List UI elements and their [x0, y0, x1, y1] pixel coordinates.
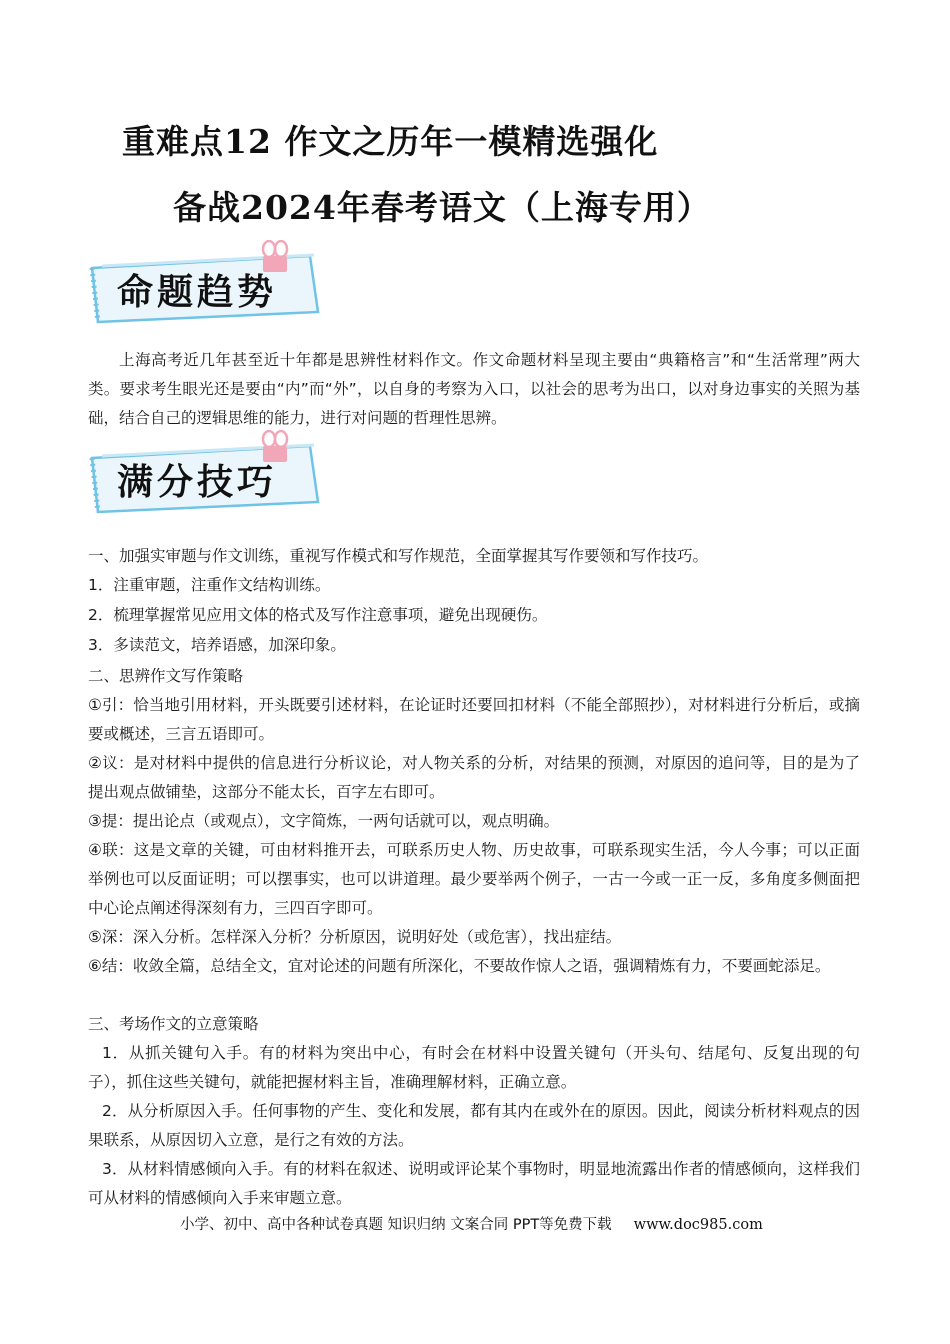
list-item: ①引：恰当地引用材料，开头既要引述材料，在论证时还要回扣材料（不能全部照抄），对材料进行分析后，或摘要或概述，三言五语即可。 [88, 696, 860, 743]
section-3-heading: 三、考场作文的立意策略 [88, 1015, 259, 1033]
section-1-heading: 一、加强实审题与作文训练，重视写作模式和写作规范，全面掌握其写作要领和写作技巧。 [88, 547, 709, 565]
list-item: ④联：这是文章的关键，可由材料推开去，可联系历史人物、历史故事，可联系现实生活，今人今事；可以正面举例也可以反面证明；可以摆事实，也可以讲道理。最少要举两个例子，一古一今或一正一反，多角度多侧面把中心论点阐述得深刻有力，三四百字即可。 [88, 841, 860, 917]
section-banner-skills [84, 436, 324, 516]
section-banner-trend [84, 246, 324, 326]
list-item: 3．多读范文，培养语感，加深印象。 [88, 636, 346, 654]
trend-paragraph: 上海高考近几年甚至近十年都是思辨性材料作文。作文命题材料呈现主要由“典籍格言”和“生活常理”两大类。要求考生眼光还是要由“内”而“外”，以自身的考察为入口，以社会的思考为出口，以对身边事实的关照为基础，结合自己的逻辑思维的能力，进行对问题的哲理性思辨。 [88, 351, 860, 427]
list-item: ③提：提出论点（或观点），文字简炼，一两句话就可以，观点明确。 [88, 812, 560, 830]
footer-text: 小学、初中、高中各种试卷真题 知识归纳 文案合同 PPT等免费下载 [180, 1217, 612, 1233]
list-item: ②议：是对材料中提供的信息进行分析议论，对人物关系的分析，对结果的预测，对原因的追问等，目的是为了提出观点做铺垫，这部分不能太长，百字左右即可。 [88, 754, 860, 801]
list-item: ⑤深：深入分析。怎样深入分析？分析原因，说明好处（或危害），找出症结。 [88, 928, 622, 946]
page-subtitle: 备战2024年春考语文（上海专用） [173, 188, 711, 227]
list-item: 1．从抓关键句入手。有的材料为突出中心，有时会在材料中设置关键句（开头句、结尾句、反复出现的句子），抓住这些关键句，就能把握材料主旨，准确理解材料，正确立意。 [88, 1044, 860, 1091]
list-item: 2．从分析原因入手。任何事物的产生、变化和发展，都有其内在或外在的原因。因此，阅读分析材料观点的因果联系，从原因切入立意，是行之有效的方法。 [88, 1102, 860, 1149]
list-item: 3．从材料情感倾向入手。有的材料在叙述、说明或评论某个事物时，明显地流露出作者的情感倾向，这样我们可从材料的情感倾向入手来审题立意。 [88, 1160, 860, 1207]
page-title: 重难点12 作文之历年一模精选强化 [122, 122, 659, 161]
banner-label: 满分技巧 [117, 462, 278, 503]
banner-label: 命题趋势 [117, 272, 278, 313]
page-footer [180, 1213, 763, 1234]
list-item: 2．梳理掌握常见应用文体的格式及写作注意事项，避免出现硬伤。 [88, 606, 548, 624]
list-item: 1．注重审题，注重作文结构训练。 [88, 576, 331, 594]
list-item: ⑥结：收敛全篇，总结全文，宜对论述的问题有所深化，不要故作惊人之语，强调精炼有力，不要画蛇添足。 [88, 957, 831, 975]
section-2-heading: 二、思辨作文写作策略 [88, 667, 244, 685]
footer-link[interactable]: www.doc985.com [633, 1217, 763, 1233]
